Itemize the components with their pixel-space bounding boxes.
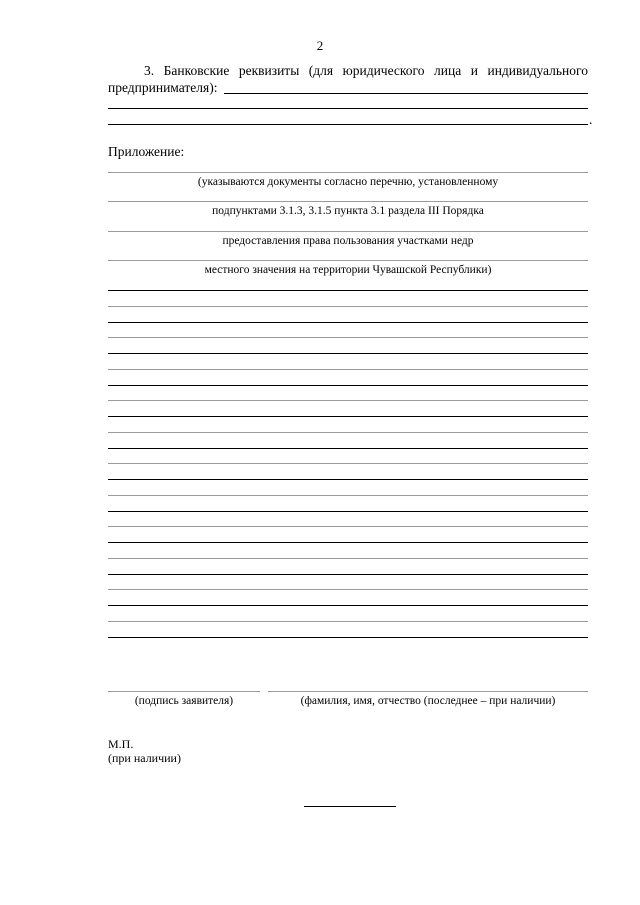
bank-details-paragraph: 3. Банковские реквизиты (для юридического лица и индивидуального предпринимателя): xyxy=(108,63,588,95)
attachment-blank-line[interactable] xyxy=(108,337,588,338)
attachment-blank-line[interactable] xyxy=(108,558,588,559)
attachment-line[interactable] xyxy=(108,201,588,202)
attachment-line[interactable] xyxy=(108,260,588,261)
bank-details-line[interactable] xyxy=(108,108,588,109)
attachment-blank-line[interactable] xyxy=(108,463,588,464)
attachment-blank-line[interactable] xyxy=(108,306,588,307)
attachment-blank-line[interactable] xyxy=(108,432,588,433)
attachment-label: Приложение: xyxy=(108,144,185,159)
attachment-line[interactable] xyxy=(108,231,588,232)
attachment-line[interactable] xyxy=(108,172,588,173)
attachment-blank-line[interactable] xyxy=(108,526,588,527)
signature-caption: (подпись заявителя) xyxy=(134,695,234,707)
attachment-blank-line[interactable] xyxy=(108,322,588,323)
attachment-hint-line: подпунктами 3.1.3, 3.1.5 пункта 3.1 раздела III Порядка xyxy=(212,205,484,217)
page-number: 2 xyxy=(316,38,324,53)
attachment-blank-line[interactable] xyxy=(108,448,588,449)
attachment-blank-line[interactable] xyxy=(108,542,588,543)
attachment-blank-line[interactable] xyxy=(108,479,588,480)
attachment-blank-line[interactable] xyxy=(108,637,588,638)
attachment-blank-line[interactable] xyxy=(108,589,588,590)
attachment-blank-line[interactable] xyxy=(108,369,588,370)
bank-details-line[interactable] xyxy=(108,124,588,125)
attachment-blank-line[interactable] xyxy=(108,400,588,401)
stamp-label: М.П. xyxy=(108,737,134,751)
attachment-blank-line[interactable] xyxy=(108,605,588,606)
attachment-hint-line: местного значения на территории Чувашской Республики) xyxy=(204,264,492,276)
attachment-hint-line: (указываются документы согласно перечню, установленному xyxy=(197,176,499,188)
attachment-blank-line[interactable] xyxy=(108,353,588,354)
stamp-note: (при наличии) xyxy=(108,751,181,765)
attachment-blank-line[interactable] xyxy=(108,511,588,512)
full-name-caption: (фамилия, имя, отчество (последнее – при наличии) xyxy=(300,695,556,707)
attachment-blank-line[interactable] xyxy=(108,621,588,622)
attachment-blank-line[interactable] xyxy=(108,416,588,417)
bank-details-fill-line[interactable] xyxy=(224,93,588,94)
attachment-blank-line[interactable] xyxy=(108,290,588,291)
attachment-blank-line[interactable] xyxy=(108,495,588,496)
end-separator-line xyxy=(304,806,396,807)
full-name-line[interactable] xyxy=(268,691,588,692)
signature-line[interactable] xyxy=(108,691,260,692)
bank-details-period: . xyxy=(589,112,593,127)
attachment-blank-line[interactable] xyxy=(108,385,588,386)
attachment-blank-line[interactable] xyxy=(108,574,588,575)
attachment-hint-line: предоставления права пользования участками недр xyxy=(222,235,474,247)
